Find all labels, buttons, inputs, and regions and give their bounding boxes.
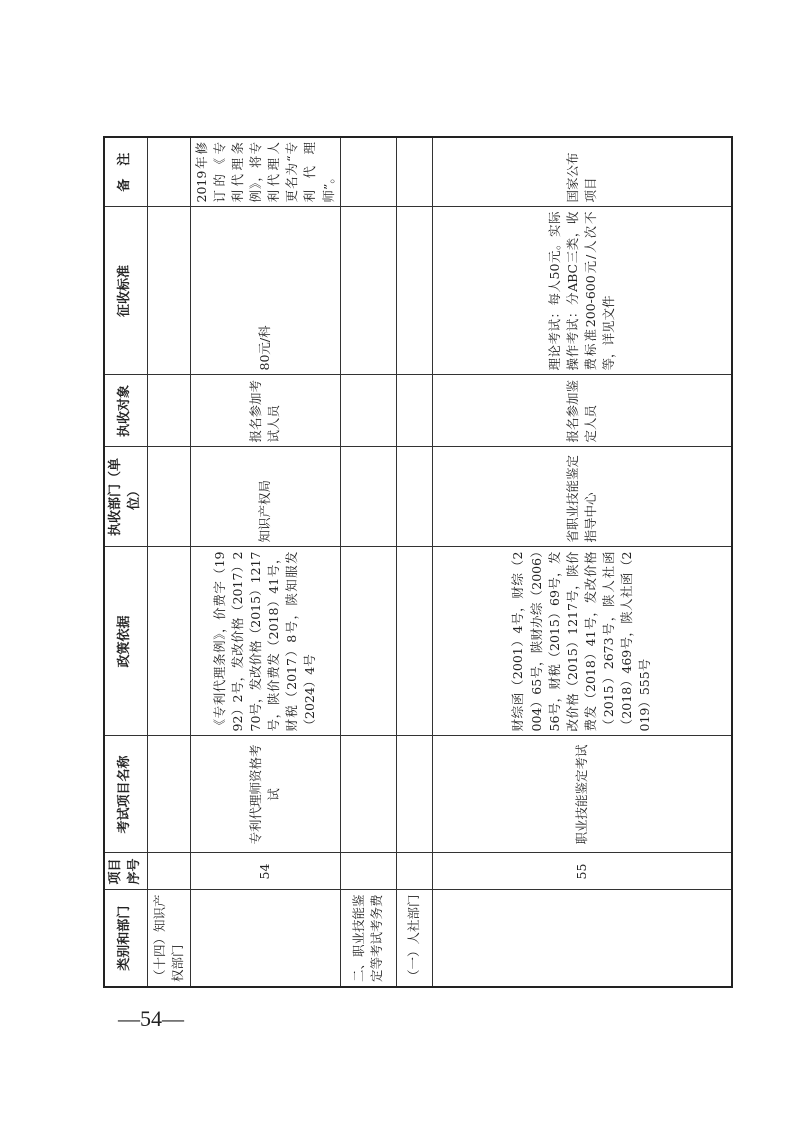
table-row (432, 137, 732, 987)
cell-category (432, 890, 732, 987)
cell-serial (340, 853, 396, 890)
page-number: —54— (118, 1006, 184, 1031)
cell-standard: 理论考试：每人50元。实际操作考试：分ABC三类，收费标准200-600元/人次不等，详见文件 (432, 207, 732, 375)
cell-remark (340, 137, 396, 207)
cell-payer: 报名参加考试人员 (190, 375, 340, 447)
header-serial: 项目序号 (104, 853, 147, 890)
cell-dept (340, 447, 396, 547)
cell-remark: 国家公布项目 (432, 137, 732, 207)
header-item-name: 考试项目名称 (104, 736, 147, 853)
table-row (396, 137, 432, 987)
cell-standard: 80元/科 (190, 207, 340, 375)
cell-remark (396, 137, 432, 207)
cell-payer (396, 375, 432, 447)
cell-serial (147, 853, 190, 890)
cell-category: 二、职业技能鉴定等考试考务费 (340, 890, 396, 987)
table-header-row (104, 137, 147, 987)
cell-policy (147, 547, 190, 736)
cell-payer: 报名参加鉴定人员 (432, 375, 732, 447)
cell-dept: 省职业技能鉴定指导中心 (432, 447, 732, 547)
cell-serial: 55 (432, 853, 732, 890)
table-row (190, 137, 340, 987)
header-remark: 备 注 (104, 137, 147, 207)
table-row (147, 137, 190, 987)
cell-standard (396, 207, 432, 375)
cell-item-name (147, 736, 190, 853)
cell-policy (396, 547, 432, 736)
fee-table (103, 136, 733, 988)
cell-item-name (396, 736, 432, 853)
header-dept: 执收部门（单位） (104, 447, 147, 547)
cell-dept (147, 447, 190, 547)
cell-policy: 《专利代理条例》，价费字（1992）2号，发改价格（2017）270号，发改价格（2015）1217号，陕价费发（2018）41号，财税（2017）8号，陕知服发（2024）4号 (190, 547, 340, 736)
cell-policy: 财综函（2001）4号，财综（2004）65号，陕财办综（2006）56号，财税（2015）69号，发改价格（2015）1217号，陕价费发（2018）41号，发改价格（2015）2673号，陕人社函（2018）469号，陕人社函（2019）555号 (432, 547, 732, 736)
cell-dept: 知识产权局 (190, 447, 340, 547)
cell-category: （十四）知识产权部门 (147, 890, 190, 987)
table-row (340, 137, 396, 987)
rotated-table-container (103, 138, 688, 988)
cell-item-name (340, 736, 396, 853)
header-category: 类别和部门 (104, 890, 147, 987)
cell-serial (396, 853, 432, 890)
cell-item-name: 专利代理师资格考试 (190, 736, 340, 853)
cell-category: （一）人社部门 (396, 890, 432, 987)
header-standard: 征收标准 (104, 207, 147, 375)
cell-category (190, 890, 340, 987)
header-policy: 政策依据 (104, 547, 147, 736)
cell-dept (396, 447, 432, 547)
header-payer: 执收对象 (104, 375, 147, 447)
cell-policy (340, 547, 396, 736)
cell-serial: 54 (190, 853, 340, 890)
cell-remark: 2019年修订的《专利代理条例》，将专利代理人更名为“专利代理师”。 (190, 137, 340, 207)
cell-payer (147, 375, 190, 447)
cell-standard (147, 207, 190, 375)
cell-item-name: 职业技能鉴定考试 (432, 736, 732, 853)
cell-standard (340, 207, 396, 375)
cell-remark (147, 137, 190, 207)
cell-payer (340, 375, 396, 447)
